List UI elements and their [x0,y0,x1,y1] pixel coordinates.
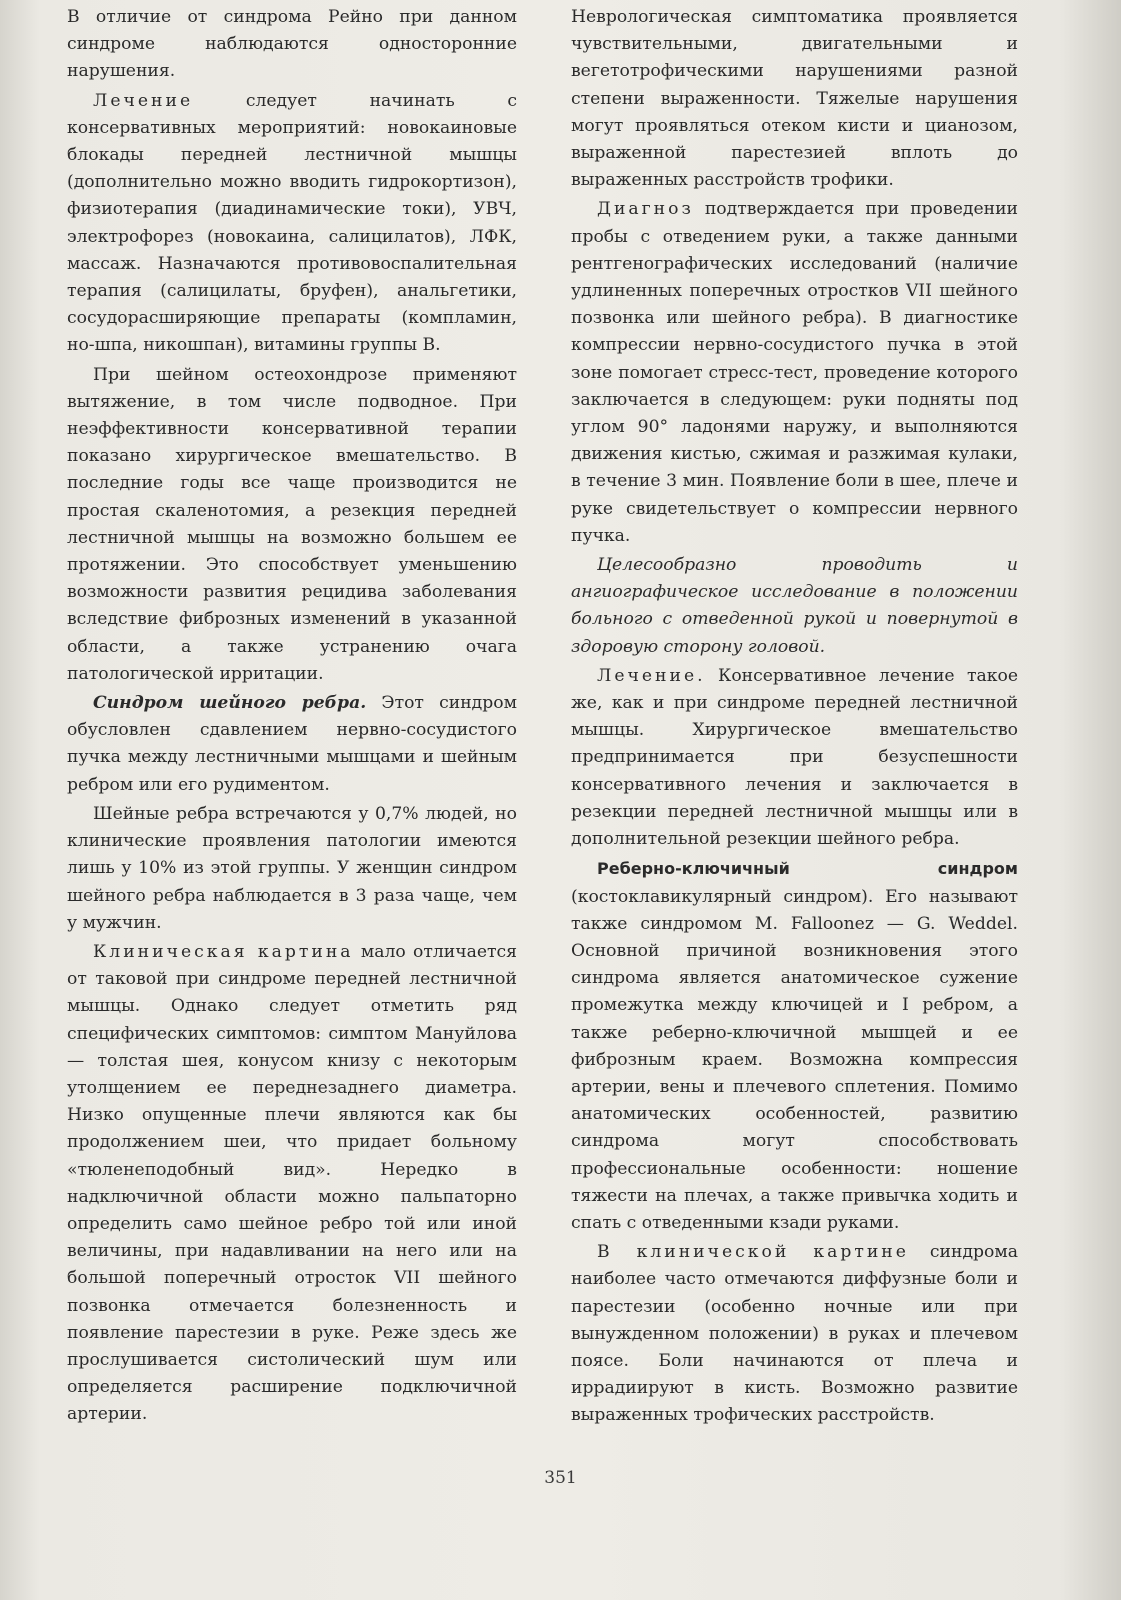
paragraph-text: синдрома наиболее часто отмечаются диффузные боли и парестезии (особенно ночные или при вынужденном положении) в руках и плечевом поясе. Боли начинаются от плеча и иррадиируют в кисть. Возможно развитие выраженных трофических расстройств. [571,1242,1018,1426]
italic-paragraph: Целесообразно проводить и ангиографическое исследование в положении больного с отведенной рукой и повернутой в здоровую сторону головой. [571,555,1018,657]
spaced-heading: В клинической картине [597,1242,909,1263]
spaced-heading: Лечение. [597,665,706,686]
paragraph [571,4,1018,194]
paragraph [67,939,517,1429]
paragraph-text: мало отличается от таковой при синдроме передней лестничной мышцы. Однако следует отметить ряд специфических симптомов: симптом Мануйлова — толстая шея, конусом книзу с некоторым утолщением ее переднезаднего диаметра. Низко опущенные плечи являются как бы продолжением шеи, что придает больному «тюленеподобный вид». Нередко в надключичной области можно пальпаторно определить само шейное ребро той или иной величины, при надавливании на него или на большой поперечный отросток VII шейного позвонка отмечается болезненность и появление парестезии в руке. Реже здесь же прослушивается систолический шум или определяется расширение подключичной артерии. [67,941,517,1425]
paragraph [571,552,1018,661]
paragraph [571,663,1018,853]
paragraph [67,362,517,688]
paragraph [67,88,517,360]
paragraph [571,196,1018,550]
paragraph-text: Шейные ребра встречаются у 0,7% людей, но клинические проявления патологии имеются лишь у 10% из этой группы. У женщин синдром шейного ребра наблюдается в 3 раза чаще, чем у мужчин. [67,803,517,933]
right-column [571,4,1018,1432]
paragraph-text: Консервативное лечение такое же, как и при синдроме передней лестничной мышцы. Хирургическое вмешательство предпринимается при безуспешности консервативного лечения и заключается в резекции передней лестничной мышцы или в дополнительной резекции шейного ребра. [571,665,1018,850]
paragraph [571,1239,1018,1429]
spaced-heading: Лечение [93,90,194,111]
paragraph-text: подтверждается при проведении пробы с отведением руки, а также данными рентгенографических исследований (наличие удлиненных поперечных отростков VII шейного позвонка или шейного ребра). В диагностике компрессии нервно-сосудистого пучка в этой зоне помогает стресс-тест, проведение которого заключается в следующем: руки подняты под углом 90° ладонями наружу, и выполняются движения кистью, сжимая и разжимая кулаки, в течение 3 мин. Появление боли в шее, плече и руке свидетельствует о компрессии нервного пучка. [571,199,1018,546]
left-column [67,4,517,1431]
paragraph [67,801,517,937]
spaced-heading: Клиническая картина [93,941,354,962]
paragraph [67,4,517,86]
paragraph-text: (костоклавикулярный синдром). Его называют также синдромом M. Falloonez — G. Weddel. Основной причиной возникновения этого синдрома является анатомическое сужение промежутка между ключицей и I ребром, а также реберно-ключичной мышцей и ее фиброзным краем. Возможна компрессия артерии, вены и плечевого сплетения. Помимо анатомических особенностей, развитию синдрома могут способствовать профессиональные особенности: ношение тяжести на плечах, а также привычка ходить и спать с отведенными кзади руками. [571,886,1018,1233]
section-heading: Реберно-ключичный синдром [597,859,1018,879]
page-number: 351 [544,1468,577,1488]
spaced-heading: Диагноз [597,199,694,220]
paragraph-text: При шейном остеохондрозе применяют вытяжение, в том числе подводное. При неэффективности консервативной терапии показано хирургическое вмешательство. В последние годы все чаще производится не простая скаленотомия, а резекция передней лестничной мышцы на возможно большем ее протяжении. Это способствует уменьшению возможности развития рецидива заболевания вследствие фиброзных изменений в указанной области, а также устранению очага патологической ирритации. [67,364,517,684]
paragraph [571,855,1018,1237]
paragraph-text: следует начинать с консервативных мероприятий: новокаиновые блокады передней лестничной мышцы (дополнительно можно вводить гидрокортизон), физиотерапия (диадинамические токи), УВЧ, электрофорез (новокаина, салицилатов), ЛФК, массаж. Назначаются противовоспалительная терапия (салицилаты, бруфен), анальгетики, сосудорасширяющие препараты (компламин, но-шпа, никошпан), витамины группы В. [67,90,517,356]
paragraph-text: Этот синдром обусловлен сдавлением нервно-сосудистого пучка между лестничными мышцами и шейным ребром или его рудиментом. [67,693,517,795]
paragraph [67,690,517,799]
paragraph-text: Неврологическая симптоматика проявляется чувствительными, двигательными и вегетотрофическими нарушениями разной степени выраженности. Тяжелые нарушения могут проявляться отеком кисти и цианозом, выраженной парестезией вплоть до выраженных расстройств трофики. [571,7,1018,191]
paragraph-text: В отличие от синдрома Рейно при данном синдроме наблюдаются односторонние нарушения. [67,7,517,82]
section-heading: Синдром шейного ребра. [93,693,367,714]
